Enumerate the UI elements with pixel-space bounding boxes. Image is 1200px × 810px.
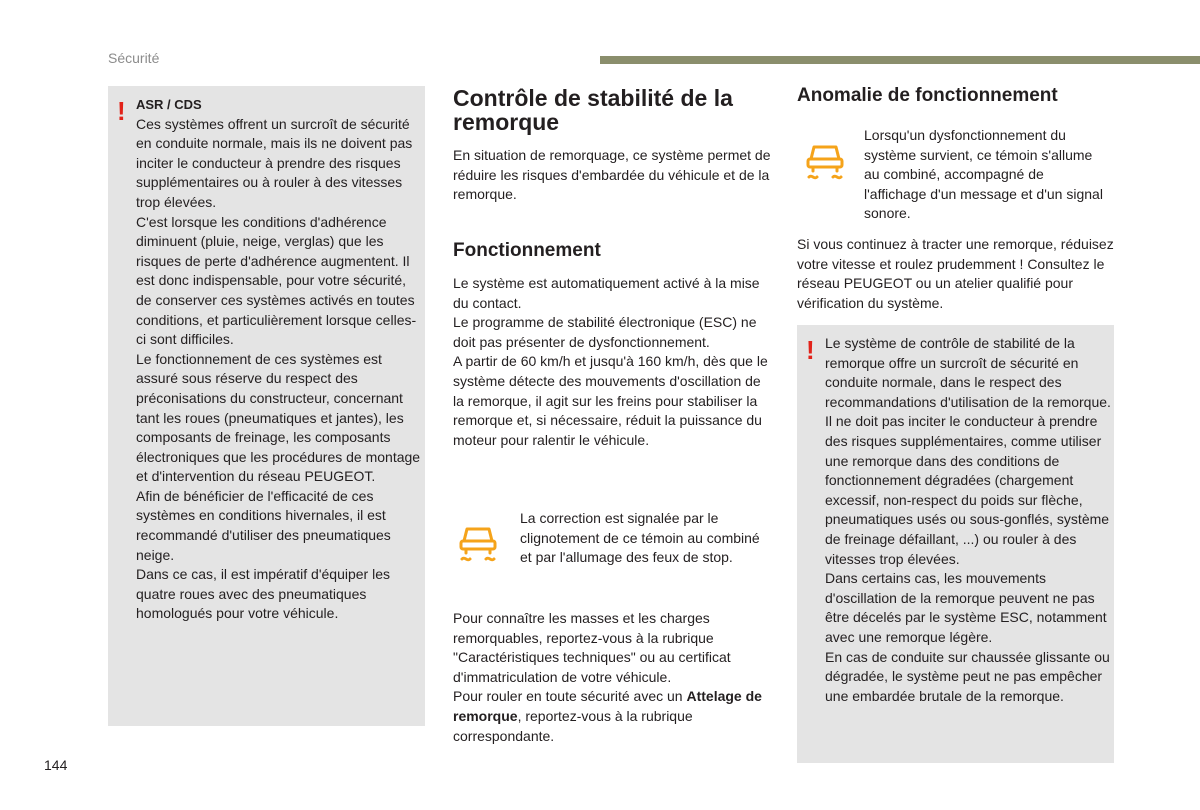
operation-paragraph: Le programme de stabilité électronique (ESC) ne doit pas présenter de dysfonctionnement. [453,314,757,350]
trailer-stability-warning-box [797,325,1114,763]
malfunction-title: Anomalie de fonctionnement [797,85,1058,106]
operation-text [453,274,771,450]
towbar-link-text: Attelage de remorque [453,688,762,724]
indicator-description [520,509,765,568]
section-label: Sécurité [108,50,160,66]
header-accent-bar [600,56,1200,64]
warning-icon: ! [117,96,126,126]
asr-cds-paragraph: Dans ce cas, il est impératif d'équiper les quatre roues avec des pneumatiques homologués pour votre véhicule. [136,566,391,622]
asr-cds-text [136,95,422,624]
trailer-warning-paragraph: Dans certains cas, les mouvements d'oscillation de la remorque peuvent ne pas être décelés par le système ESC, notamment avec une remorque légère. [825,570,1107,645]
asr-cds-paragraph: Afin de bénéficier de l'efficacité de ces systèmes en conditions hivernales, il est recommandé d'utiliser des pneumatiques neige. [136,487,391,563]
asr-cds-paragraph: Le fonctionnement de ces systèmes est assuré sous réserve du respect des préconisations du constructeur, concernant tant les roues (pneumatiques et jantes), les composants de freinage, les composants électroniques que les procédures de montage et d'intervention du réseau PEUGEOT. [136,350,421,485]
asr-cds-paragraph: C'est lorsque les conditions d'adhérence diminuent (pluie, neige, verglas) que les risques de perte d'adhérence augmentent. Il est donc indispensable, pour votre sécurité, de conserver ces systèmes activés en toutes conditions, et particulièrement lorsque celles-ci sont difficiles. [136,213,417,348]
trailer-warning-paragraph: Le système de contrôle de stabilité de la remorque offre un surcroît de sécurité en conduite normale, dans le respect des recommandations d'utilisation de la remorque. Il ne doit pas inciter le conducteur à prendre des risques supplémentaires, comme utiliser une remorque dans des conditions de fonctionnement dégradées (chargement excessif, non-respect du poids sur flèche, pneumatiques usés ou sous-gonflés, système de freinage défaillant, ...) ou rouler à des vitesses trop élevées. [825,335,1111,567]
trailer-stability-intro [453,146,771,205]
advice-paragraph: Si vous continuez à tracter une remorque, réduisez votre vitesse et roulez prudemment ! Consultez le réseau PEUGEOT ou un atelier qualifié pour vérification du système. [797,236,1114,311]
operation-paragraph: A partir de 60 km/h et jusqu'à 160 km/h, dès que le système détecte des mouvements d'oscillation de la remorque, il agit sur les freins pour stabiliser la remorque et, si nécessaire, réduit la puissance du moteur pour ralentir le véhicule. [453,353,768,448]
malfunction-advice [797,235,1115,313]
trailer-stability-warning-icon [456,519,500,563]
trailer-warning-text [825,334,1111,706]
page-number: 144 [44,757,68,773]
towbar-text-start: Pour rouler en toute sécurité avec un [453,688,687,705]
indicator-text: La correction est signalée par le clignotement de ce témoin au combiné et par l'allumage des feux de stop. [520,510,760,566]
asr-cds-heading: ASR / CDS [136,97,202,112]
towbar-text-end: , reportez-vous à la rubrique correspondante. [453,707,693,744]
asr-cds-warning-box [108,86,425,726]
towbar-paragraph [453,687,771,746]
warning-icon: ! [806,335,815,365]
operation-paragraph: Le système est automatiquement activé à la mise du contact. [453,275,760,311]
operation-subtitle: Fonctionnement [453,240,601,261]
malfunction-indicator-text: Lorsqu'un dysfonctionnement du système survient, ce témoin s'allume au combiné, accompagné de l'affichage d'un message et d'un signal sonore. [864,127,1103,222]
asr-cds-paragraph: Ces systèmes offrent un surcroît de sécurité en conduite normale, mais ils ne doivent pas inciter le conducteur à prendre des risques supplémentaires ou à rouler à des vitesses trop élevées. [136,115,413,210]
towing-capacity-paragraph: Pour connaître les masses et les charges remorquables, reportez-vous à la rubrique "Caractéristiques techniques" ou au certificat d'immatriculation de votre véhicule. [453,610,731,685]
malfunction-indicator-description [864,126,1109,224]
intro-paragraph: En situation de remorquage, ce système permet de réduire les risques d'embardée du véhicule et de la remorque. [453,147,771,203]
trailer-warning-paragraph: En cas de conduite sur chaussée glissante ou dégradée, le système peut ne pas empêcher une embardée brutale de la remorque. [825,648,1110,704]
trailer-stability-title: Contrôle de stabilité de la remorque [453,85,733,135]
malfunction-warning-icon [803,137,847,181]
bottom-text [453,609,771,746]
